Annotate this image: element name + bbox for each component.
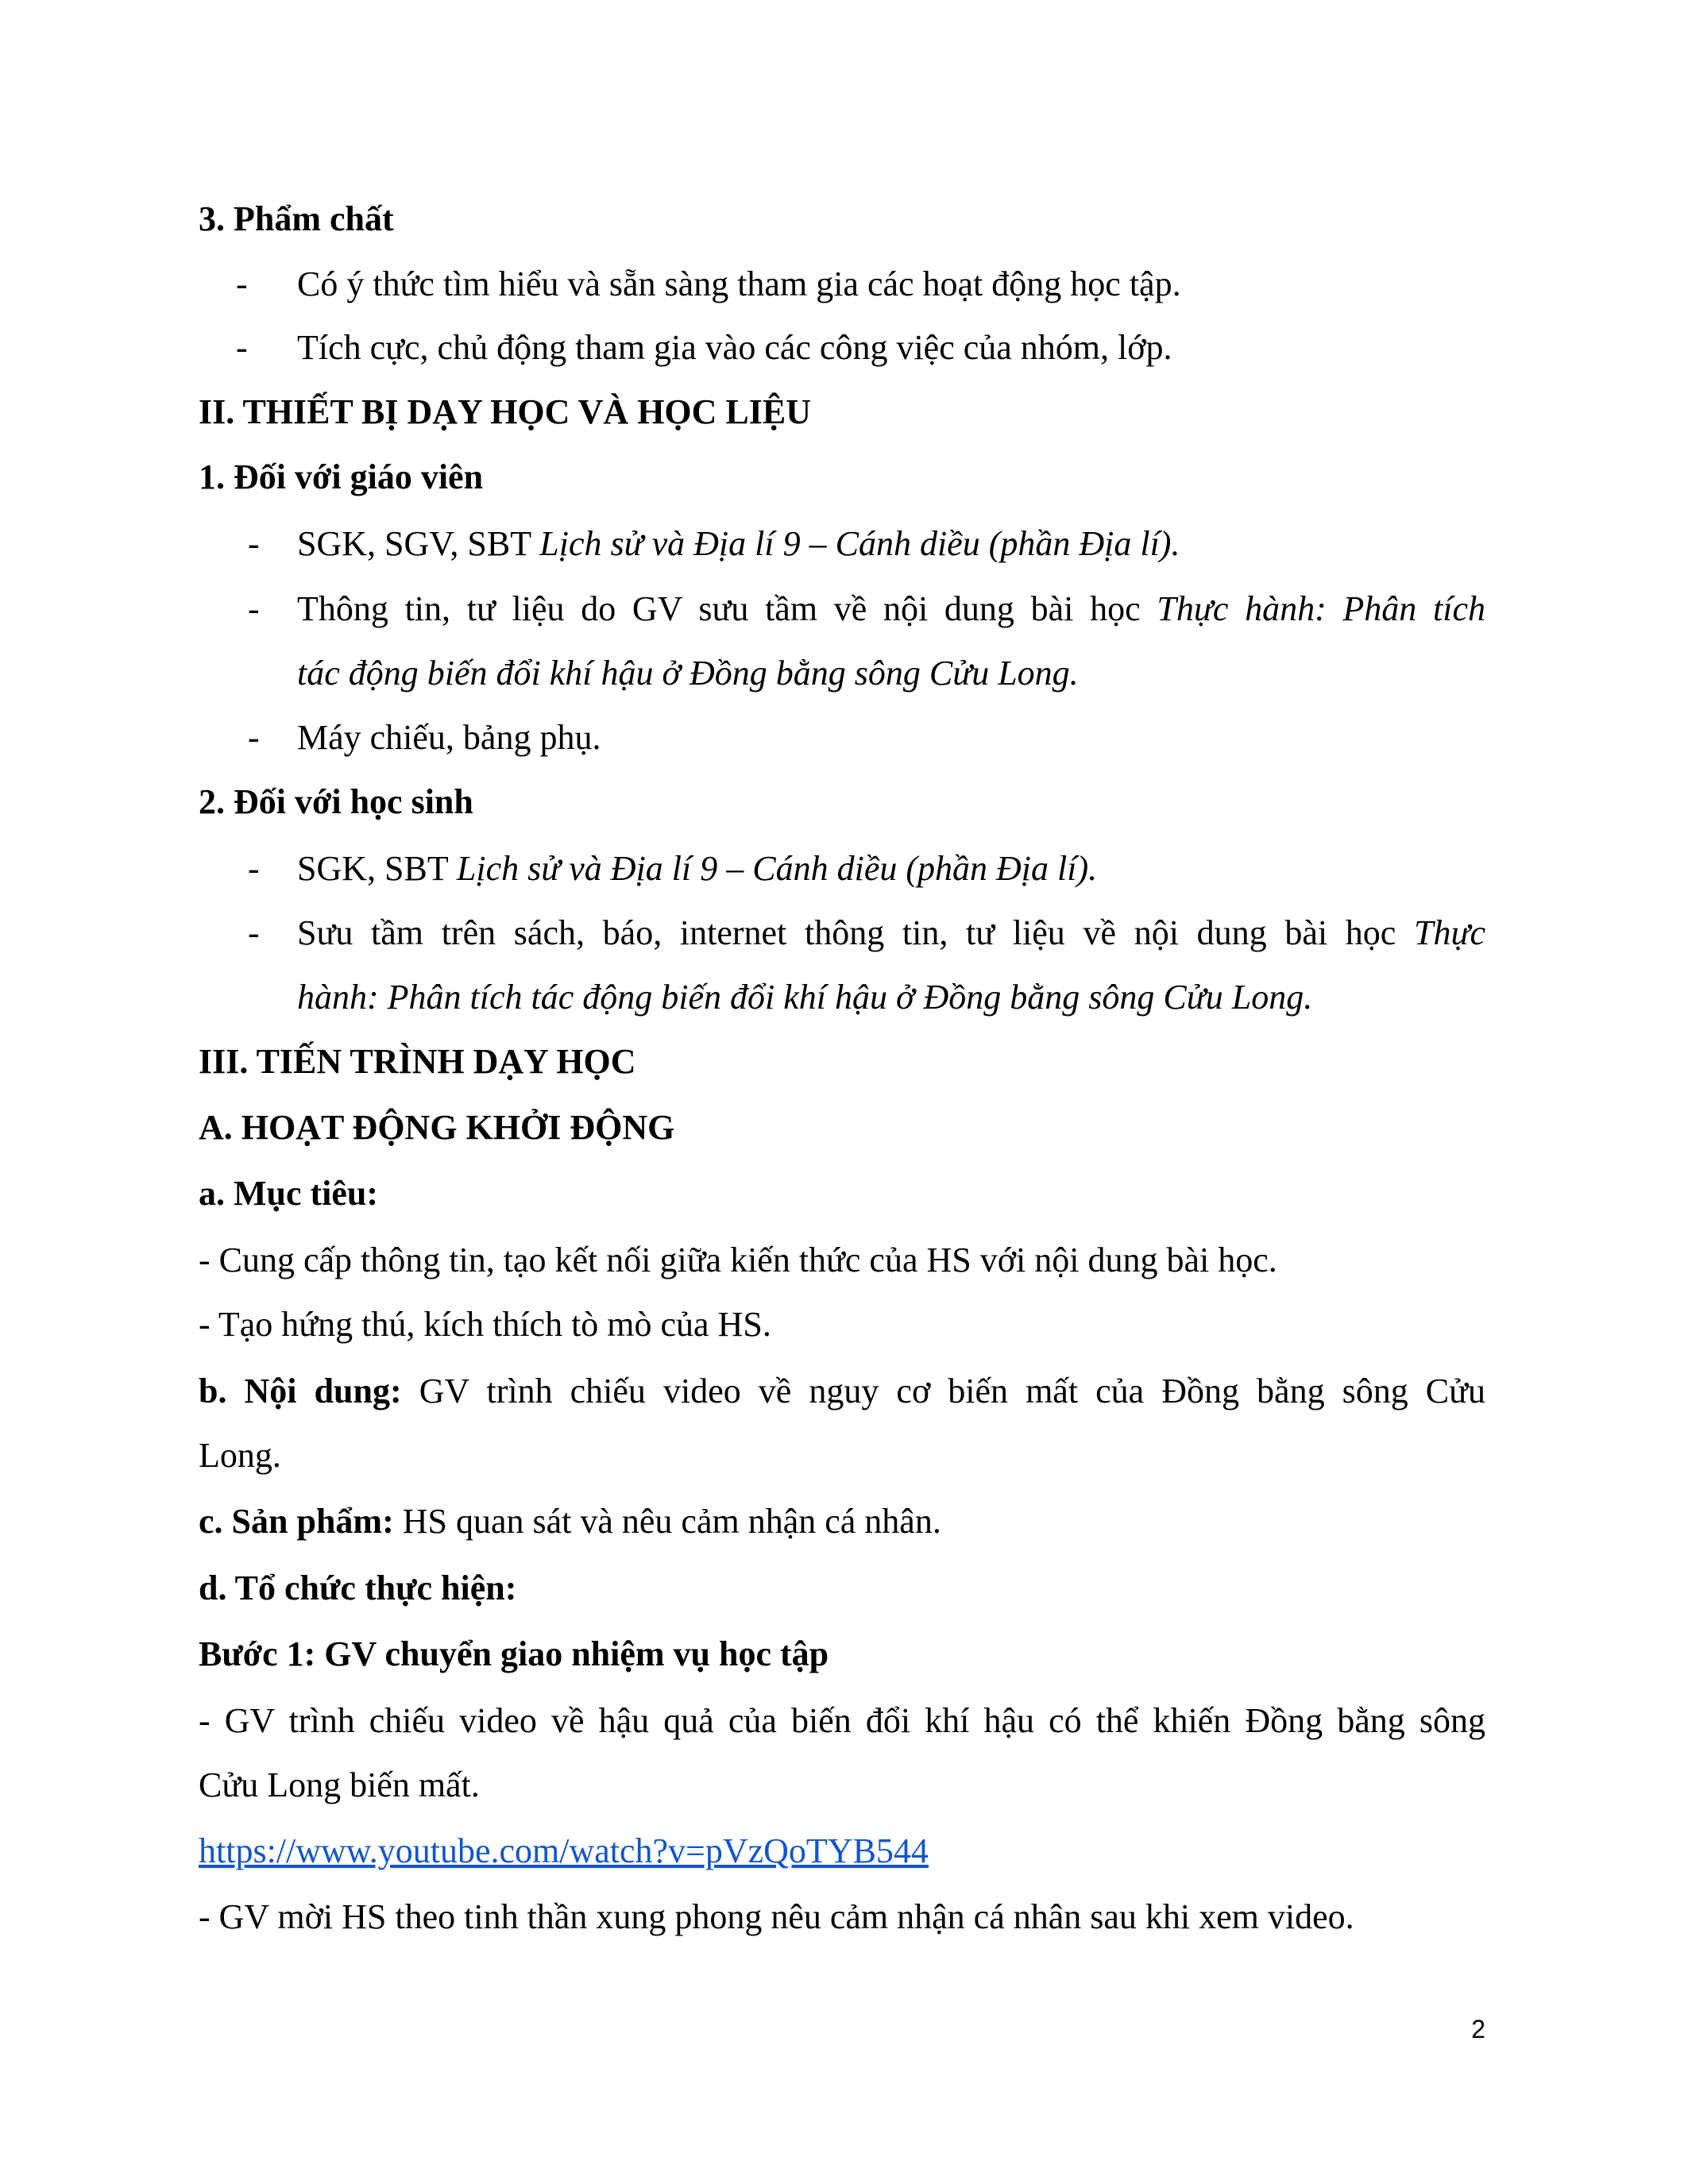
product-label: c. Sản phẩm: bbox=[199, 1502, 394, 1541]
page-number: 2 bbox=[1471, 2015, 1485, 2043]
step1-paragraph-continued: Cửu Long biến mất. bbox=[199, 1765, 480, 1804]
objective-line: - Tạo hứng thú, kích thích tò mò của HS. bbox=[199, 1305, 771, 1344]
step1-paragraph: - GV trình chiếu video về hậu quả của biến đổi khí hậu có thể khiến Đồng bằng sông bbox=[199, 1701, 1485, 1740]
list-item-text: SGK, SGV, SBT bbox=[297, 524, 540, 563]
list-item bbox=[297, 524, 1485, 565]
product-text: HS quan sát và nêu cảm nhận cá nhân. bbox=[393, 1502, 941, 1541]
subheading-khoi-dong: A. HOẠT ĐỘNG KHỞI ĐỘNG bbox=[199, 1108, 675, 1147]
product-paragraph bbox=[199, 1502, 1485, 1542]
bullet-dash: - bbox=[248, 589, 260, 628]
bullet-dash: - bbox=[248, 913, 260, 952]
list-item: Tích cực, chủ động tham gia vào các công việc của nhóm, lớp. bbox=[297, 328, 1172, 367]
organization-heading: d. Tổ chức thực hiện: bbox=[199, 1569, 517, 1607]
section-heading-pham-chat: 3. Phẩm chất bbox=[199, 199, 394, 238]
step1-heading: Bước 1: GV chuyển giao nhiệm vụ học tập bbox=[199, 1634, 829, 1673]
lesson-title-continued: hành: Phân tích tác động biến đổi khí hậu ở Đồng bằng sông Cửu Long. bbox=[297, 978, 1313, 1017]
bullet-dash: - bbox=[236, 264, 248, 303]
book-title: Lịch sử và Địa lí 9 – Cánh diều (phần Địa lí). bbox=[539, 524, 1180, 563]
objective-heading: a. Mục tiêu: bbox=[199, 1174, 379, 1213]
book-title: Lịch sử và Địa lí 9 – Cánh diều (phần Địa lí). bbox=[456, 849, 1098, 888]
bullet-dash: - bbox=[248, 849, 260, 888]
content-text: GV trình chiếu video về nguy cơ biến mất của Đồng bằng sông Cửu bbox=[401, 1372, 1485, 1410]
list-item bbox=[297, 913, 1485, 954]
bullet-dash: - bbox=[248, 524, 260, 563]
list-item-text: Thông tin, tư liệu do GV sưu tầm về nội dung bài học bbox=[297, 589, 1157, 628]
content-paragraph-continued: Long. bbox=[199, 1436, 281, 1475]
step1-paragraph: - GV mời HS theo tinh thần xung phong nêu cảm nhận cá nhân sau khi xem video. bbox=[199, 1897, 1354, 1936]
video-link-line bbox=[199, 1831, 1485, 1872]
list-item: Máy chiếu, bảng phụ. bbox=[297, 718, 601, 757]
content-paragraph bbox=[199, 1372, 1485, 1412]
list-item bbox=[297, 849, 1485, 889]
section-heading-thiet-bi: II. THIẾT BỊ DẠY HỌC VÀ HỌC LIỆU bbox=[199, 392, 812, 431]
list-item: Có ý thức tìm hiểu và sẵn sàng tham gia các hoạt động học tập. bbox=[297, 264, 1181, 303]
subheading-giao-vien: 1. Đối với giáo viên bbox=[199, 457, 484, 496]
content-label: b. Nội dung: bbox=[199, 1372, 402, 1410]
bullet-dash: - bbox=[248, 718, 260, 757]
lesson-title-continued: tác động biến đổi khí hậu ở Đồng bằng sông Cửu Long. bbox=[297, 654, 1079, 693]
subheading-hoc-sinh: 2. Đối với học sinh bbox=[199, 782, 473, 821]
lesson-title: Thực hành: Phân tích bbox=[1157, 589, 1485, 628]
section-heading-tien-trinh: III. TIẾN TRÌNH DẠY HỌC bbox=[199, 1042, 636, 1081]
list-item bbox=[297, 589, 1485, 630]
bullet-dash: - bbox=[236, 328, 248, 367]
list-item-text: SGK, SBT bbox=[297, 849, 457, 888]
objective-line: - Cung cấp thông tin, tạo kết nối giữa kiến thức của HS với nội dung bài học. bbox=[199, 1241, 1277, 1279]
lesson-title: Thực bbox=[1414, 913, 1485, 952]
video-link[interactable]: https://www.youtube.com/watch?v=pVzQoTYB544 bbox=[199, 1831, 929, 1870]
list-item-text: Sưu tầm trên sách, báo, internet thông tin, tư liệu về nội dung bài học bbox=[297, 913, 1414, 952]
